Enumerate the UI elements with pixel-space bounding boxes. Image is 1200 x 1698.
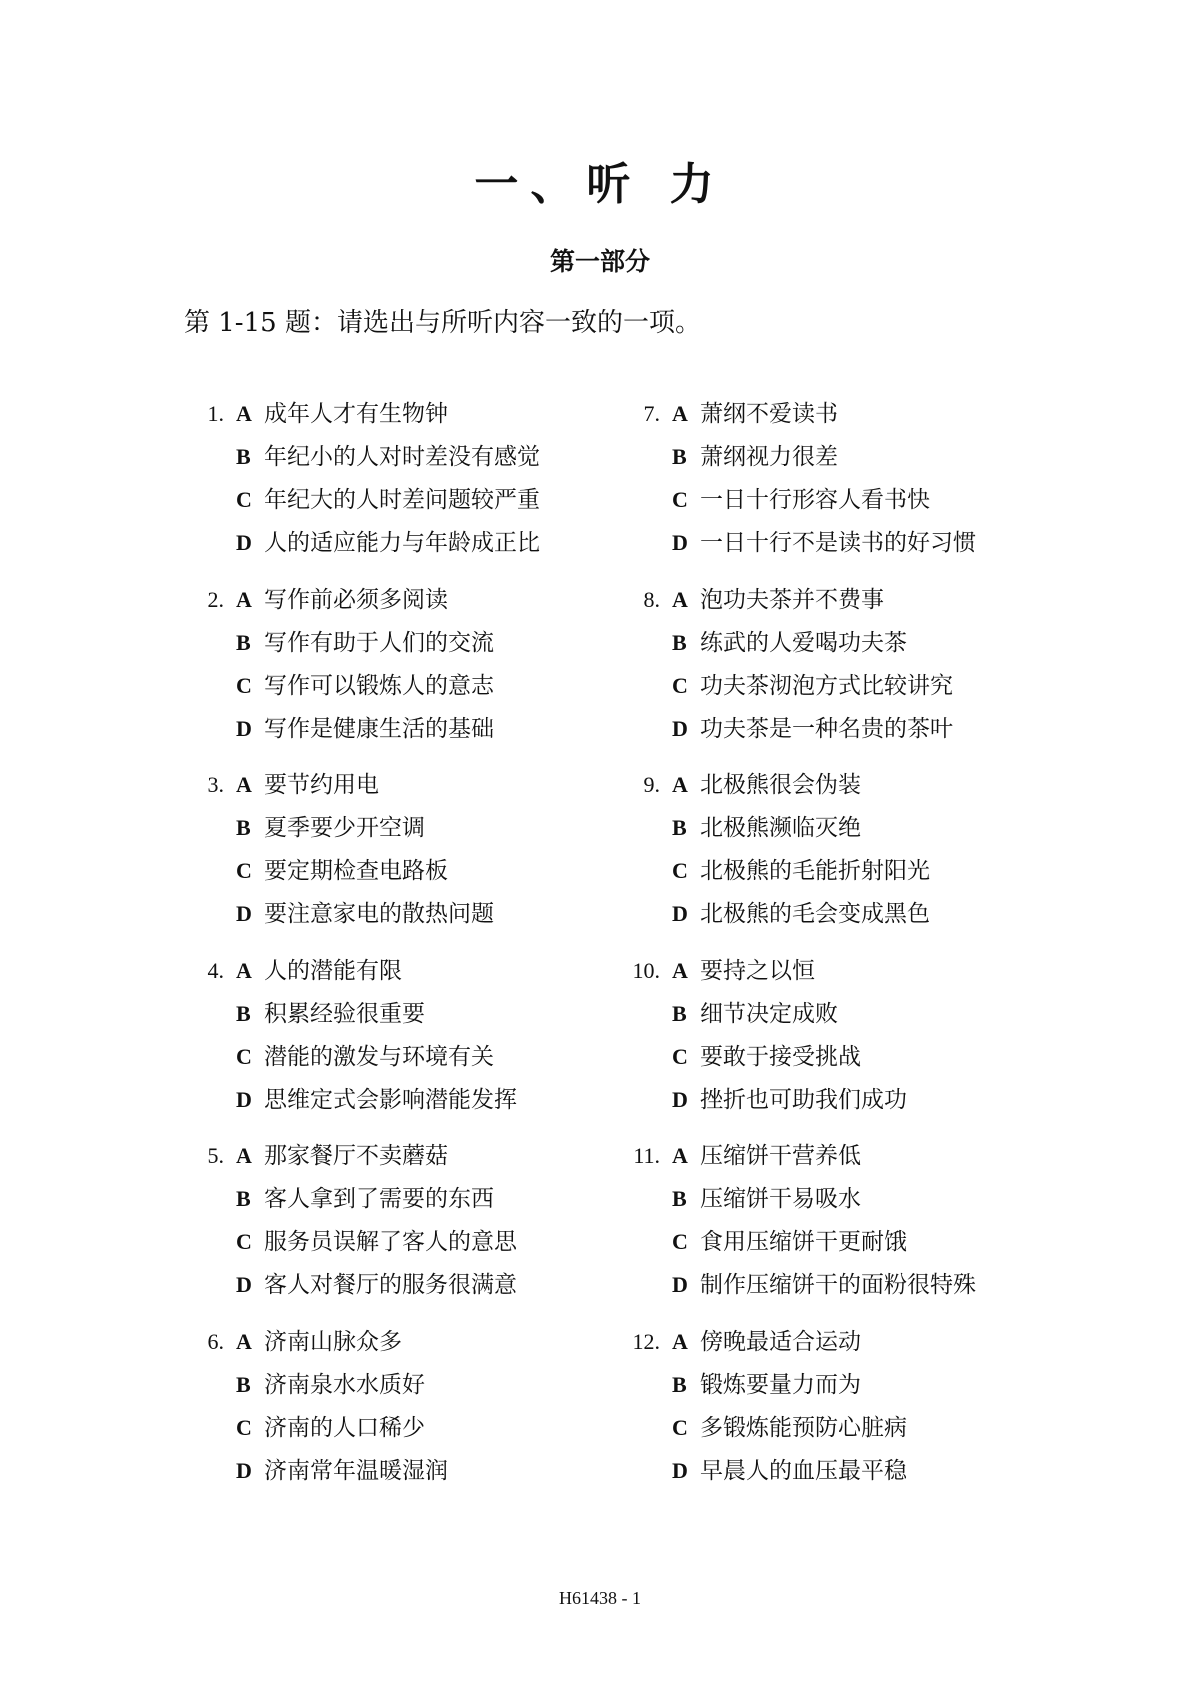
option-row: [614, 621, 953, 664]
option-text: 潜能的激发与环境有关: [264, 1043, 494, 1070]
option-row: [178, 949, 517, 992]
option-row: [178, 392, 540, 435]
option-letter: B: [672, 444, 687, 469]
option-row: [178, 806, 494, 849]
option-text: 客人对餐厅的服务很满意: [264, 1272, 517, 1298]
option-text: 北极熊的毛能折射阳光: [700, 858, 930, 884]
option-text: 要节约用电: [264, 772, 379, 798]
option-row: [178, 1263, 517, 1306]
option-letter: D: [672, 1272, 688, 1297]
option-letter: C: [236, 1229, 252, 1254]
instruction-text: 第 1-15 题：请选出与所听内容一致的一项。: [184, 308, 701, 338]
option-letter: C: [672, 1229, 688, 1254]
option-letter: B: [236, 1186, 251, 1211]
option-row: [178, 435, 540, 478]
option-letter: B: [672, 1371, 687, 1397]
option-row: [178, 1363, 448, 1406]
page-footer: H61438 - 1: [559, 1588, 641, 1608]
question-4: [178, 949, 517, 1121]
option-row: [614, 1363, 907, 1406]
option-letter: B: [236, 629, 251, 655]
option-letter: A: [236, 957, 252, 983]
option-text: 功夫茶沏泡方式比较讲究: [700, 672, 953, 699]
option-text: 早晨人的血压最平稳: [700, 1457, 907, 1484]
option-letter: C: [672, 858, 688, 883]
option-letter: D: [236, 1457, 252, 1483]
option-row: [178, 849, 494, 892]
option-row: [178, 521, 540, 564]
option-text: 济南常年温暖湿润: [264, 1457, 448, 1484]
question-6: [178, 1320, 448, 1492]
option-row: [614, 992, 907, 1035]
option-letter: A: [236, 772, 252, 797]
question-9: [614, 763, 930, 935]
option-letter: A: [672, 1143, 688, 1168]
option-text: 人的适应能力与年龄成正比: [264, 530, 540, 556]
option-row: [178, 1134, 517, 1177]
question-number: 11.: [633, 1143, 660, 1168]
option-row: [178, 1220, 517, 1263]
option-row: [614, 707, 953, 750]
option-text: 服务员误解了客人的意思: [264, 1229, 517, 1255]
option-row: [614, 806, 930, 849]
option-text: 积累经验很重要: [264, 1000, 425, 1027]
question-number: 3.: [207, 772, 224, 797]
option-row: [614, 435, 976, 478]
question-10: [614, 949, 907, 1121]
option-letter: D: [236, 715, 252, 741]
option-row: [178, 1449, 448, 1492]
option-letter: D: [672, 1457, 688, 1483]
option-text: 萧纲视力很差: [700, 444, 838, 470]
option-letter: A: [236, 1328, 252, 1354]
option-text: 北极熊濒临灭绝: [700, 815, 861, 841]
question-7: [614, 392, 976, 564]
option-row: [178, 1177, 517, 1220]
question-number: 7.: [643, 401, 660, 426]
option-text: 写作前必须多阅读: [264, 586, 448, 613]
option-row: [178, 1035, 517, 1078]
option-letter: C: [236, 672, 252, 698]
option-letter: B: [672, 1186, 687, 1211]
option-text: 写作可以锻炼人的意志: [264, 672, 494, 699]
option-row: [614, 1078, 907, 1121]
option-letter: B: [672, 1000, 687, 1026]
option-letter: D: [236, 1086, 252, 1112]
option-text: 北极熊的毛会变成黑色: [700, 901, 930, 927]
option-letter: C: [672, 672, 688, 698]
question-2: [178, 578, 494, 750]
option-text: 要注意家电的散热问题: [264, 901, 494, 927]
option-letter: A: [672, 586, 688, 612]
option-row: [614, 1177, 976, 1220]
option-row: [614, 849, 930, 892]
option-text: 写作有助于人们的交流: [264, 629, 494, 656]
option-row: [614, 1449, 907, 1492]
option-letter: C: [236, 858, 252, 883]
option-text: 萧纲不爱读书: [700, 401, 838, 427]
option-row: [614, 763, 930, 806]
option-row: [178, 892, 494, 935]
option-letter: D: [672, 1086, 688, 1112]
option-letter: C: [236, 1414, 252, 1440]
option-row: [178, 1078, 517, 1121]
option-letter: B: [672, 815, 687, 840]
question-number: 5.: [207, 1143, 224, 1168]
option-row: [178, 1320, 448, 1363]
option-row: [614, 1035, 907, 1078]
option-text: 夏季要少开空调: [264, 815, 425, 841]
option-letter: A: [236, 1143, 252, 1168]
question-number: 9.: [643, 772, 660, 797]
question-number: 2.: [207, 586, 224, 612]
option-text: 要持之以恒: [700, 957, 815, 984]
option-row: [178, 578, 494, 621]
option-letter: D: [236, 1272, 252, 1297]
option-row: [614, 892, 930, 935]
option-letter: A: [236, 586, 252, 612]
option-text: 傍晚最适合运动: [700, 1328, 861, 1355]
question-number: 8.: [643, 586, 660, 612]
option-text: 要敢于接受挑战: [700, 1043, 861, 1070]
option-row: [178, 992, 517, 1035]
option-letter: B: [236, 1371, 251, 1397]
question-number: 12.: [632, 1328, 660, 1354]
option-text: 食用压缩饼干更耐饿: [700, 1229, 907, 1255]
option-text: 写作是健康生活的基础: [264, 715, 494, 742]
question-number: 6.: [207, 1328, 224, 1354]
option-text: 一日十行形容人看书快: [700, 487, 930, 513]
option-row: [614, 664, 953, 707]
option-letter: A: [236, 401, 252, 426]
option-text: 年纪大的人时差问题较严重: [264, 487, 540, 513]
option-letter: D: [236, 530, 252, 555]
option-text: 年纪小的人对时差没有感觉: [264, 444, 540, 470]
option-text: 一日十行不是读书的好习惯: [700, 530, 976, 556]
option-letter: A: [672, 401, 688, 426]
option-row: [614, 949, 907, 992]
option-text: 人的潜能有限: [264, 957, 402, 984]
option-text: 压缩饼干营养低: [700, 1143, 861, 1169]
option-text: 成年人才有生物钟: [264, 401, 448, 427]
option-row: [614, 1134, 976, 1177]
option-row: [178, 763, 494, 806]
option-letter: B: [672, 629, 687, 655]
section-title: 一、听 力: [474, 159, 726, 210]
option-text: 要定期检查电路板: [264, 858, 448, 884]
question-number: 10.: [632, 957, 660, 983]
option-text: 济南的人口稀少: [264, 1414, 425, 1441]
option-text: 挫折也可助我们成功: [700, 1086, 907, 1113]
option-text: 客人拿到了需要的东西: [264, 1186, 494, 1212]
option-row: [614, 521, 976, 564]
question-number: 1.: [207, 401, 224, 426]
option-row: [614, 578, 953, 621]
option-letter: D: [672, 901, 688, 926]
option-text: 制作压缩饼干的面粉很特殊: [700, 1272, 976, 1298]
option-row: [178, 664, 494, 707]
option-row: [178, 707, 494, 750]
option-letter: B: [236, 1000, 251, 1026]
question-8: [614, 578, 953, 750]
option-letter: C: [672, 487, 688, 512]
option-letter: C: [672, 1414, 688, 1440]
option-row: [614, 1320, 907, 1363]
option-row: [614, 478, 976, 521]
option-text: 泡功夫茶并不费事: [700, 586, 884, 613]
option-row: [178, 1406, 448, 1449]
option-row: [614, 1220, 976, 1263]
option-letter: B: [236, 815, 251, 840]
option-text: 练武的人爱喝功夫茶: [700, 629, 907, 656]
option-text: 锻炼要量力而为: [700, 1371, 861, 1398]
option-text: 多锻炼能预防心脏病: [700, 1414, 907, 1441]
option-letter: A: [672, 957, 688, 983]
option-row: [178, 478, 540, 521]
question-number: 4.: [207, 957, 224, 983]
option-row: [614, 392, 976, 435]
option-letter: C: [236, 1043, 252, 1069]
question-12: [614, 1320, 907, 1492]
option-text: 细节决定成败: [700, 1000, 838, 1027]
option-text: 思维定式会影响潜能发挥: [264, 1086, 517, 1113]
option-text: 那家餐厅不卖蘑菇: [264, 1143, 448, 1169]
option-row: [614, 1406, 907, 1449]
option-letter: B: [236, 444, 251, 469]
question-11: [614, 1134, 976, 1306]
part-title: 第一部分: [549, 247, 650, 276]
option-text: 济南山脉众多: [264, 1328, 402, 1355]
option-row: [178, 621, 494, 664]
question-5: [178, 1134, 517, 1306]
option-letter: C: [236, 487, 252, 512]
option-text: 功夫茶是一种名贵的茶叶: [700, 715, 953, 742]
option-text: 北极熊很会伪装: [700, 772, 861, 798]
option-letter: A: [672, 772, 688, 797]
option-letter: D: [672, 715, 688, 741]
option-row: [614, 1263, 976, 1306]
question-1: [178, 392, 540, 564]
option-letter: C: [672, 1043, 688, 1069]
option-letter: A: [672, 1328, 688, 1354]
option-text: 济南泉水水质好: [264, 1371, 425, 1398]
option-letter: D: [672, 530, 688, 555]
question-3: [178, 763, 494, 935]
option-text: 压缩饼干易吸水: [700, 1186, 861, 1212]
option-letter: D: [236, 901, 252, 926]
